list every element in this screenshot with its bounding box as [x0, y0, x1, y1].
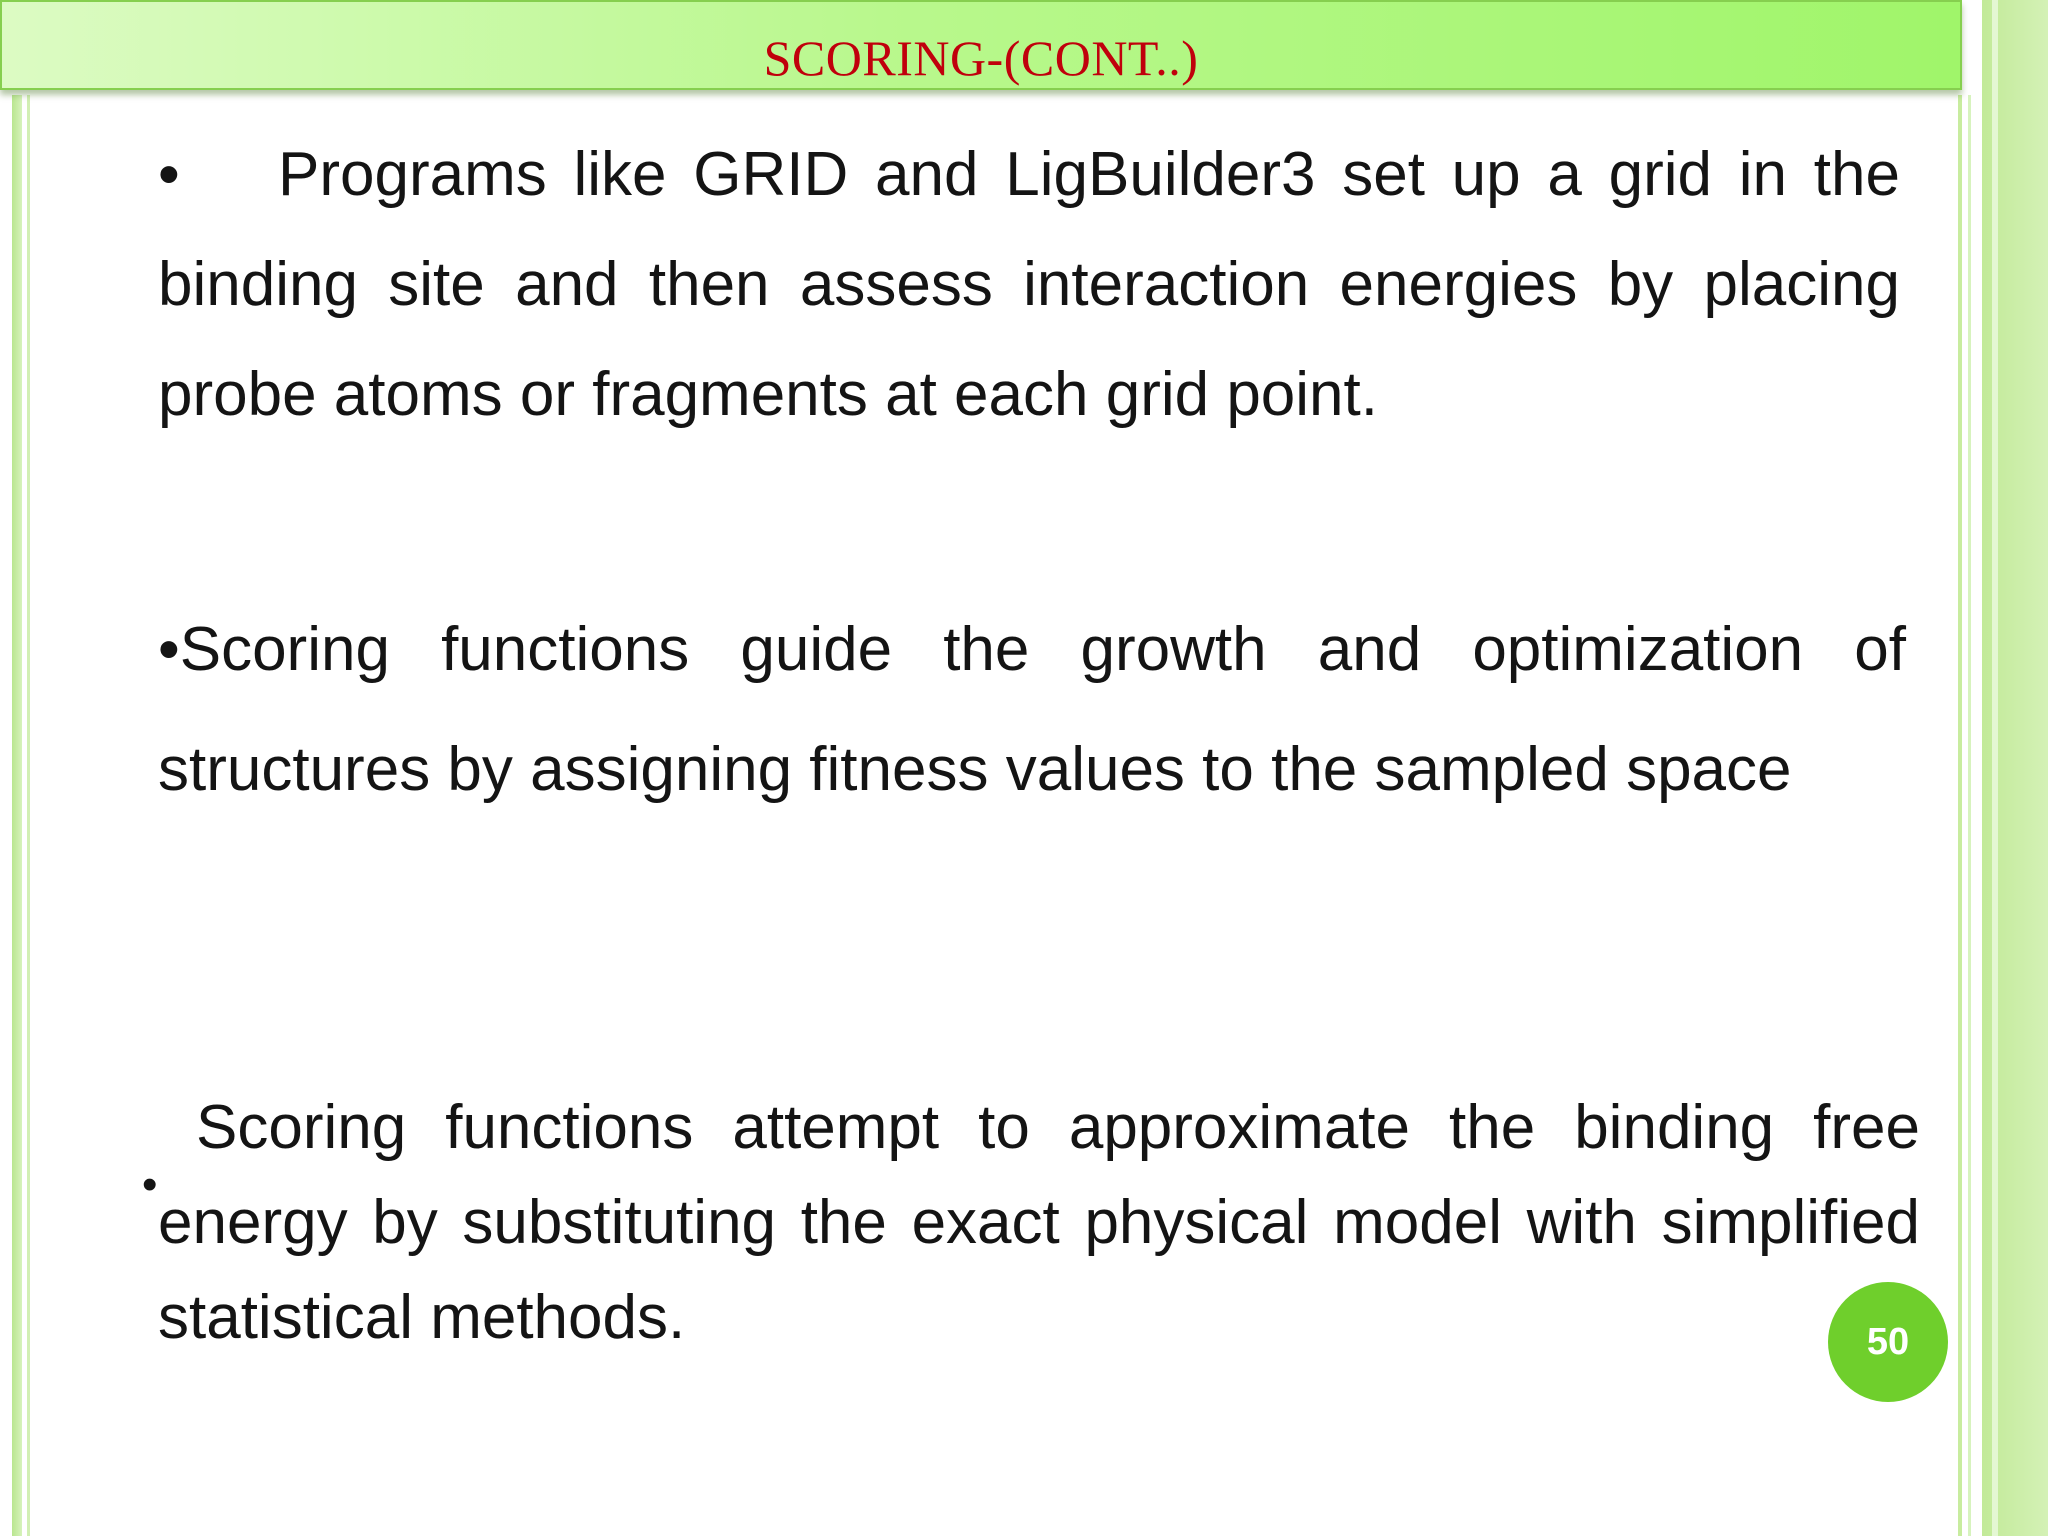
paragraph-text: Programs like GRID and LigBuilder3 set up a grid in the binding site and then assess interaction energies by placing probe atoms or fragments at each grid point.: [158, 140, 1900, 429]
right-frame-line-inner: [1968, 95, 1971, 1536]
paragraph-scoring-growth: [158, 590, 1906, 830]
paragraph-text: Scoring functions attempt to approximate the binding free energy by substituting the exact physical model with simplified statistical methods.: [158, 1093, 1920, 1352]
page-number-badge: 50: [1828, 1282, 1948, 1402]
right-frame-bar-highlight: [1992, 0, 1998, 1536]
right-frame-line: [1958, 95, 1962, 1536]
left-frame-line: [27, 95, 30, 1536]
paragraph-grid-programs: [158, 120, 1900, 450]
bullet-point: •: [142, 1160, 158, 1209]
bullet-point: •: [158, 140, 180, 209]
slide-title: SCORING-(CONT..): [763, 30, 1199, 86]
left-frame-bar: [12, 95, 22, 1536]
paragraph-text: Scoring functions guide the growth and optimization of structures by assigning fitness values to the sampled space: [158, 615, 1906, 804]
paragraph-scoring-approximation: [158, 1080, 1920, 1365]
bullet-point: •: [158, 615, 180, 684]
